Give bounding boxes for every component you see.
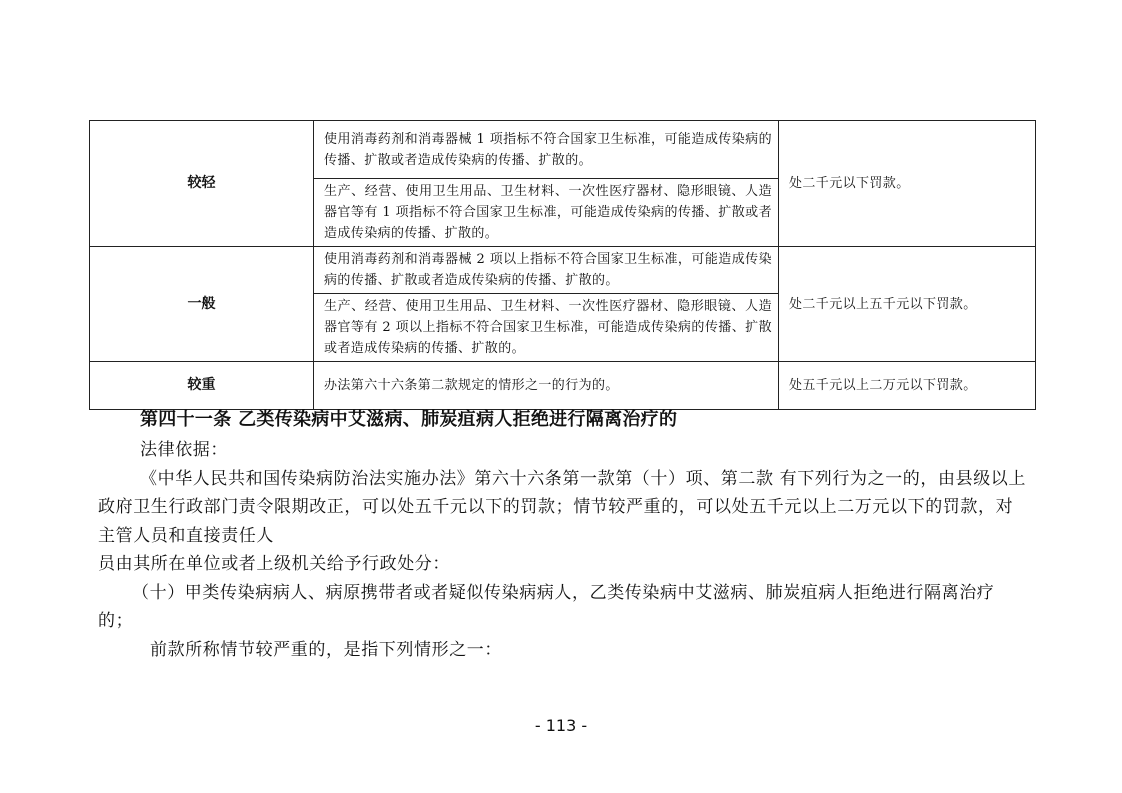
condition-cell: 生产、经营、使用卫生用品、卫生材料、一次性医疗器材、隐形眼镜、人造器官等有 1 项指标不符合国家卫生标准，可能造成传染病的传播、扩散或者造成传染病的传播、扩散的。: [314, 179, 779, 247]
penalty-cell: 处二千元以下罚款。: [779, 121, 1036, 247]
condition-cell: 办法第六十六条第二款规定的情形之一的行为的。: [314, 362, 779, 410]
severity-level-cell: 一般: [90, 247, 314, 362]
penalty-cell: 处五千元以上二万元以下罚款。: [779, 362, 1036, 410]
condition-cell: 使用消毒药剂和消毒器械 1 项指标不符合国家卫生标准，可能造成传染病的传播、扩散或者造成传染病的传播、扩散的。: [314, 121, 779, 179]
condition-cell: 生产、经营、使用卫生用品、卫生材料、一次性医疗器材、隐形眼镜、人造器官等有 2 项以上指标不符合国家卫生标准，可能造成传染病的传播、扩散或者造成传染病的传播、扩散的。: [314, 294, 779, 362]
body-paragraph: 《中华人民共和国传染病防治法实施办法》第六十六条第一款第（十）项、第二款 有下列行为之一的，由县级以上政府卫生行政部门责令限期改正，可以处五千元以下的罚款；情节较严重的，可以处五千元以上二万元以下的罚款，对主管人员和直接责任人: [98, 468, 1027, 546]
page-number: - 113 -: [534, 716, 588, 735]
article-body: [98, 436, 1028, 664]
article-heading: 第四十一条 乙类传染病中艾滋病、肺炭疽病人拒绝进行隔离治疗的: [140, 409, 678, 430]
table-row: [90, 247, 1036, 294]
severity-level-cell: 较重: [90, 362, 314, 410]
table-row: [90, 362, 1036, 410]
legal-basis-label: 法律依据：: [140, 440, 228, 460]
condition-cell: 使用消毒药剂和消毒器械 2 项以上指标不符合国家卫生标准，可能造成传染病的传播、扩散或者造成传染病的传播、扩散的。: [314, 247, 779, 294]
body-paragraph: 员由其所在单位或者上级机关给予行政处分：: [98, 554, 450, 574]
penalty-cell: 处二千元以上五千元以下罚款。: [779, 247, 1036, 362]
severity-level-cell: 较轻: [90, 121, 314, 247]
penalty-standard-table: [89, 120, 1036, 410]
table-row: [90, 121, 1036, 179]
body-paragraph: 前款所称情节较严重的，是指下列情形之一：: [150, 639, 502, 660]
body-paragraph: （十）甲类传染病病人、病原携带者或者疑似传染病病人，乙类传染病中艾滋病、肺炭疽病人拒绝进行隔离治疗的；: [98, 582, 995, 631]
